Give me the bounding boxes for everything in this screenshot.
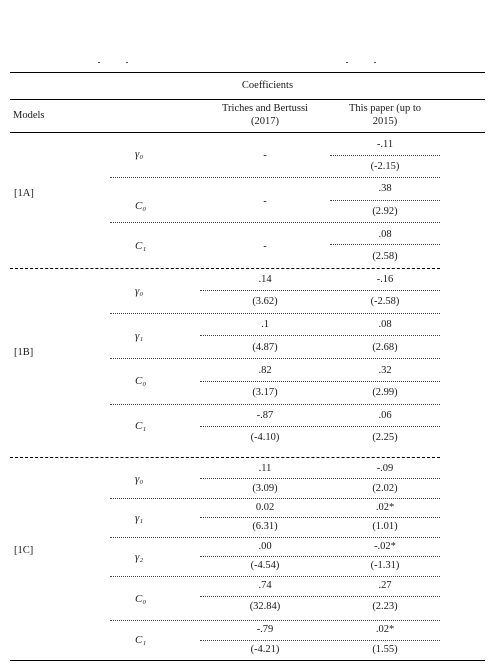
row-divider	[330, 200, 440, 201]
paper-value: .08	[378, 319, 392, 330]
row-divider	[200, 478, 440, 479]
col-paper-heading-line2: 2015)	[372, 116, 398, 127]
row-divider	[110, 177, 440, 178]
paper-tstat: (-1.31)	[370, 560, 400, 571]
row-divider	[330, 155, 440, 156]
paper-tstat: (2.25)	[372, 432, 398, 443]
param-gamma0: γ₀	[135, 473, 144, 485]
artifact-mark	[346, 62, 348, 63]
row-divider	[200, 517, 440, 518]
paper-value: -.02*	[374, 541, 396, 552]
param-c1: C₁	[135, 420, 147, 432]
triches-value: -	[263, 196, 267, 207]
triches-tstat: (3.09)	[252, 483, 278, 494]
artifact-mark	[126, 62, 128, 63]
paper-tstat: (1.55)	[372, 644, 398, 655]
coefficients-heading: Coefficients	[241, 80, 294, 91]
row-divider	[110, 537, 440, 538]
triches-value: -.87	[256, 410, 274, 421]
row-divider	[110, 620, 440, 621]
triches-value: 0.02	[255, 502, 275, 513]
param-c0: C₀	[135, 200, 147, 212]
triches-tstat: (-4.54)	[250, 560, 280, 571]
col-triches-heading-line1: Triches and Bertussi	[222, 103, 308, 114]
triches-value: .1	[261, 319, 269, 330]
paper-value: .32	[378, 365, 392, 376]
artifact-mark	[374, 62, 376, 63]
row-divider	[330, 244, 440, 245]
row-divider	[110, 498, 440, 499]
triches-value: -.79	[256, 624, 274, 635]
param-c0: C₀	[135, 593, 147, 605]
paper-value: .02*	[375, 624, 395, 635]
triches-value: .00	[258, 541, 272, 552]
param-gamma1: γ₁	[135, 330, 144, 342]
paper-tstat: (2.58)	[372, 251, 398, 262]
row-divider	[200, 290, 440, 291]
model-label-1c: [1C]	[14, 545, 34, 556]
col-triches-heading-line2: (2017)	[251, 116, 279, 127]
row-divider	[200, 426, 440, 427]
paper-value: .27	[378, 580, 392, 591]
param-c0: C₀	[135, 375, 147, 387]
row-divider	[110, 404, 440, 405]
table-bottom-rule	[10, 660, 485, 661]
paper-tstat: (-2.15)	[370, 161, 400, 172]
param-c1: C₁	[135, 634, 147, 646]
model-label-1b: [1B]	[14, 347, 34, 358]
triches-value: .74	[258, 580, 272, 591]
triches-tstat: (32.84)	[249, 601, 281, 612]
paper-value: .02*	[375, 502, 395, 513]
paper-tstat: (-2.58)	[370, 296, 400, 307]
row-divider	[200, 640, 440, 641]
triches-tstat: (6.31)	[252, 521, 278, 532]
group-divider	[10, 268, 440, 269]
paper-tstat: (2.92)	[372, 206, 398, 217]
paper-value: -.09	[376, 463, 394, 474]
triches-value: -	[263, 241, 267, 252]
paper-value: .06	[378, 410, 392, 421]
row-divider	[110, 358, 440, 359]
param-gamma0: γ₀	[135, 148, 144, 160]
triches-value: -	[263, 150, 267, 161]
paper-tstat: (2.23)	[372, 601, 398, 612]
col-paper-heading-line1: This paper (up to	[348, 103, 422, 114]
triches-tstat: (4.87)	[252, 342, 278, 353]
row-divider	[200, 335, 440, 336]
coefficients-rule	[200, 99, 485, 100]
paper-tstat: (1.01)	[372, 521, 398, 532]
paper-value: -.11	[376, 139, 394, 150]
table-top-rule	[10, 72, 485, 73]
triches-tstat: (3.17)	[252, 387, 278, 398]
triches-value: .11	[258, 463, 272, 474]
triches-tstat: (-4.21)	[250, 644, 280, 655]
row-divider	[110, 313, 440, 314]
paper-tstat: (2.68)	[372, 342, 398, 353]
artifact-mark	[98, 62, 100, 63]
row-divider	[110, 222, 440, 223]
triches-tstat: (3.62)	[252, 296, 278, 307]
param-c1: C₁	[135, 240, 147, 252]
paper-value: .08	[378, 229, 392, 240]
row-divider	[200, 381, 440, 382]
row-divider	[110, 576, 440, 577]
models-heading: Models	[13, 110, 45, 121]
row-divider	[200, 596, 440, 597]
paper-tstat: (2.02)	[372, 483, 398, 494]
header-left-rule	[10, 99, 200, 100]
triches-value: .82	[258, 365, 272, 376]
paper-value: .38	[378, 183, 392, 194]
param-gamma2: γ₂	[135, 551, 144, 563]
model-label-1a: [1A]	[14, 188, 34, 199]
param-gamma0: γ₀	[135, 285, 144, 297]
triches-value: .14	[258, 274, 272, 285]
param-gamma1: γ₁	[135, 512, 144, 524]
paper-value: -.16	[376, 274, 394, 285]
header-bottom-rule	[10, 132, 485, 133]
group-divider	[10, 457, 440, 458]
triches-tstat: (-4.10)	[250, 432, 280, 443]
row-divider	[200, 556, 440, 557]
paper-tstat: (2.99)	[372, 387, 398, 398]
